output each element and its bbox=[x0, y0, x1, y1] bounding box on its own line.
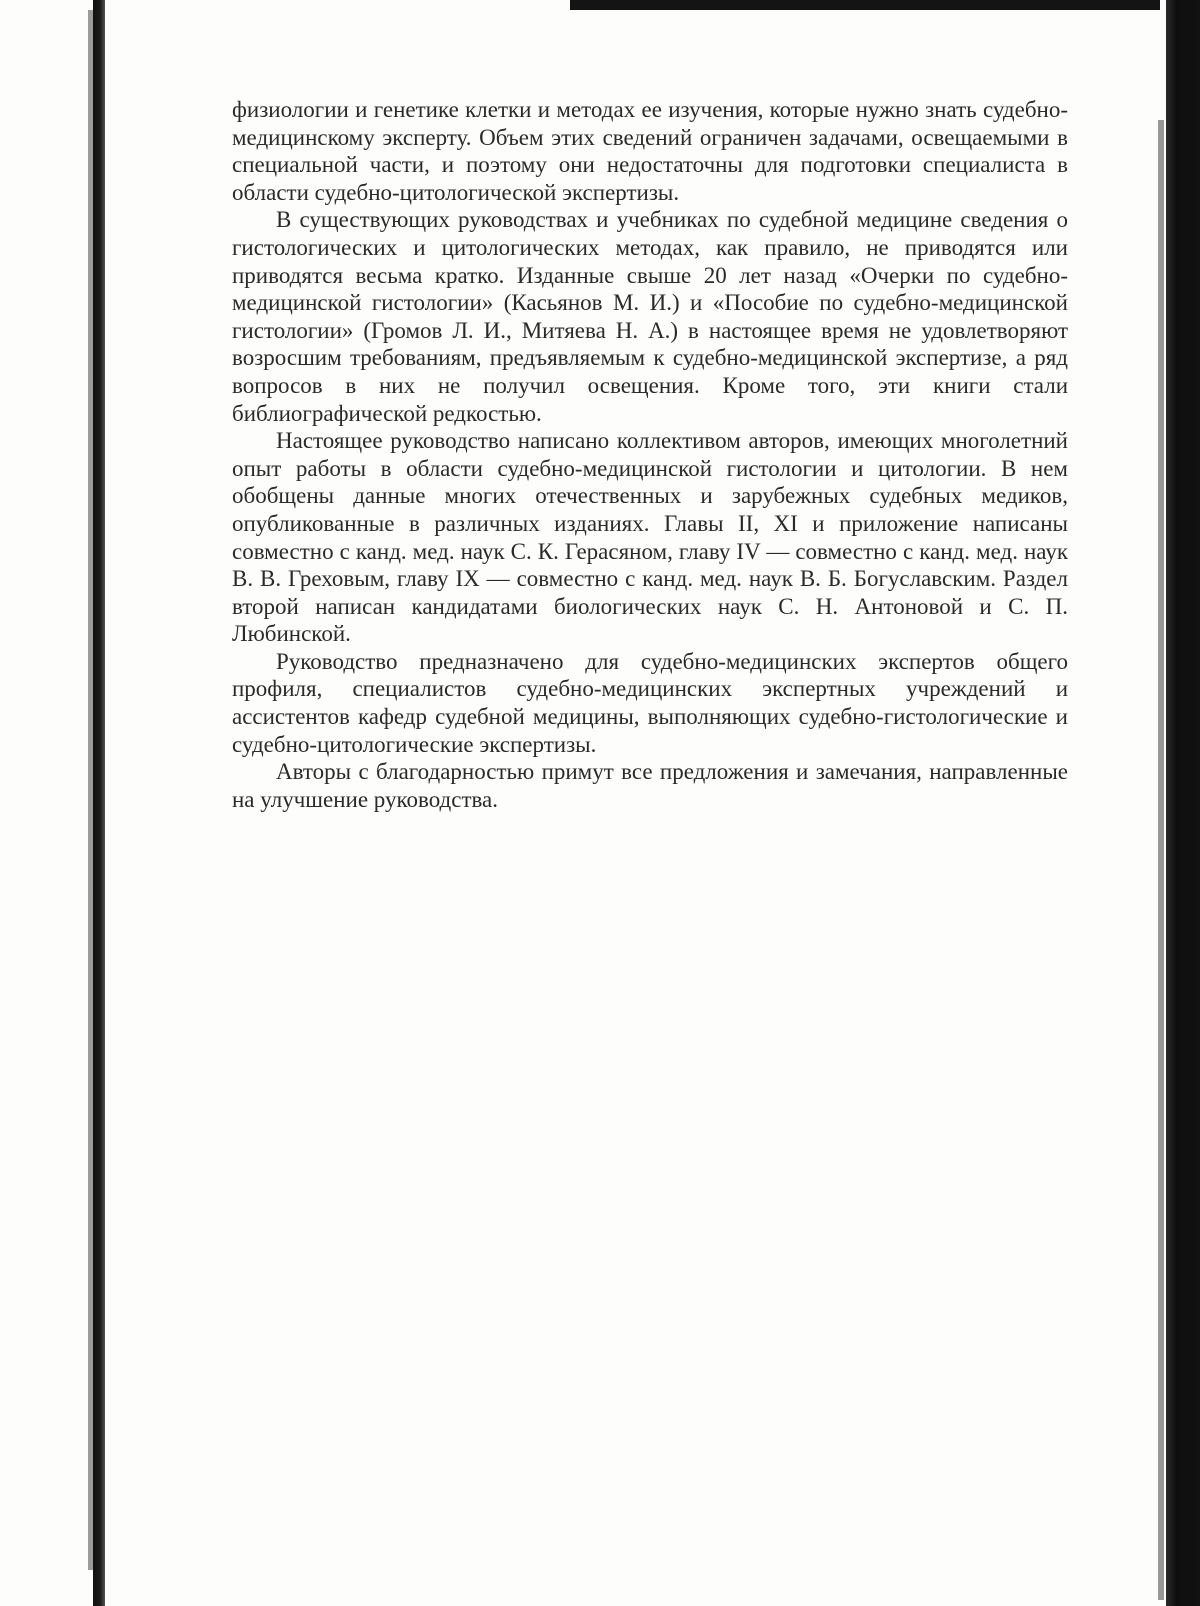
scan-shadow-right bbox=[1158, 120, 1164, 1600]
paragraph: Авторы с благодарностью примут все предложения и замечания, направленные на улучшение руководства. bbox=[232, 759, 1068, 812]
paragraph: В существующих руководствах и учебниках по судебной медицине сведения о гистологических и цитологических методах, как правило, не приводятся или приводятся весьма кратко. Изданные свыше 20 лет назад «Очерки по судебно-медицинской гистологии» (Касьянов М. И.) и «Пособие по судебно-медицинской гистологии» (Громов Л. И., Митяева Н. А.) в настоящее время не удовлетворяют возросшим требованиям, предъявляемым к судебно-медицинской экспертизе, а ряд вопросов в них не получил освещения. Кроме того, эти книги стали библиографической редкостью. bbox=[232, 207, 1068, 426]
paragraph: Руководство предназначено для судебно-медицинских экспертов общего профиля, специалистов судебно-медицинских экспертных учреждений и ассистентов кафедр судебной медицины, выполняющих судебно-гистологические и судебно-цитологические экспертизы. bbox=[232, 648, 1068, 757]
body-text bbox=[232, 96, 1068, 813]
scan-edge-top bbox=[570, 0, 1160, 10]
binding-edge-left bbox=[93, 0, 105, 1606]
paragraph: физиологии и генетике клетки и методах ее изучения, которые нужно знать судебно-медицинскому эксперту. Объем этих сведений ограничен задачами, освещаемыми в специальной части, и поэтому они недостаточны для подготовки специалиста в области судебно-цитологической экспертизы. bbox=[232, 97, 1068, 205]
scan-edge-right bbox=[1166, 0, 1200, 1606]
paragraph: Настоящее руководство написано коллективом авторов, имеющих многолетний опыт работы в области судебно-медицинской гистологии и цитологии. В нем обобщены данные многих отечественных и зарубежных судебных медиков, опубликованные в различных изданиях. Главы II, XI и приложение написаны совместно с канд. мед. наук С. К. Герасяном, главу IV — совместно с канд. мед. наук В. В. Греховым, главу IX — совместно с канд. мед. наук В. Б. Богуславским. Раздел второй написан кандидатами биологических наук С. Н. Антоновой и С. П. Любинской. bbox=[232, 428, 1068, 647]
